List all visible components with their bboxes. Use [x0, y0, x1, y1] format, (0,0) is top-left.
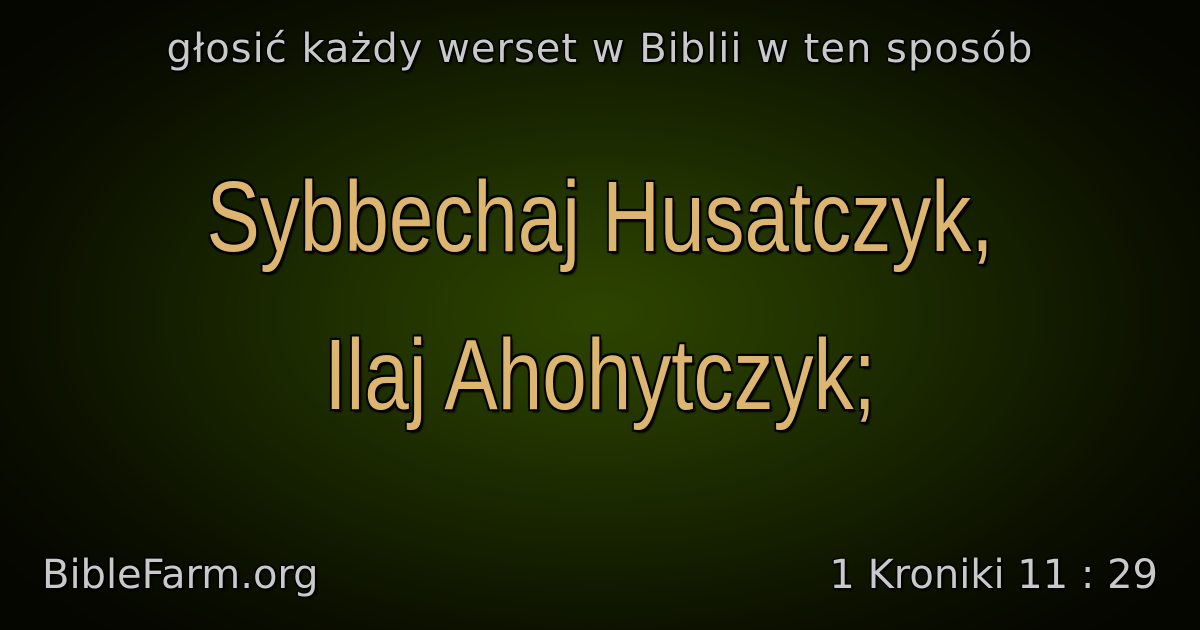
verse-reference: 1 Kroniki 11 : 29 — [829, 552, 1158, 598]
verse-text — [152, 138, 1048, 454]
site-name: BibleFarm.org — [42, 552, 319, 598]
verse-line-1: Sybbechaj Husatczyk, — [206, 161, 994, 273]
tagline: głosić każdy werset w Biblii w ten sposób — [166, 26, 1034, 72]
verse-line-2: Ilaj Ahohytczyk; — [324, 319, 876, 431]
